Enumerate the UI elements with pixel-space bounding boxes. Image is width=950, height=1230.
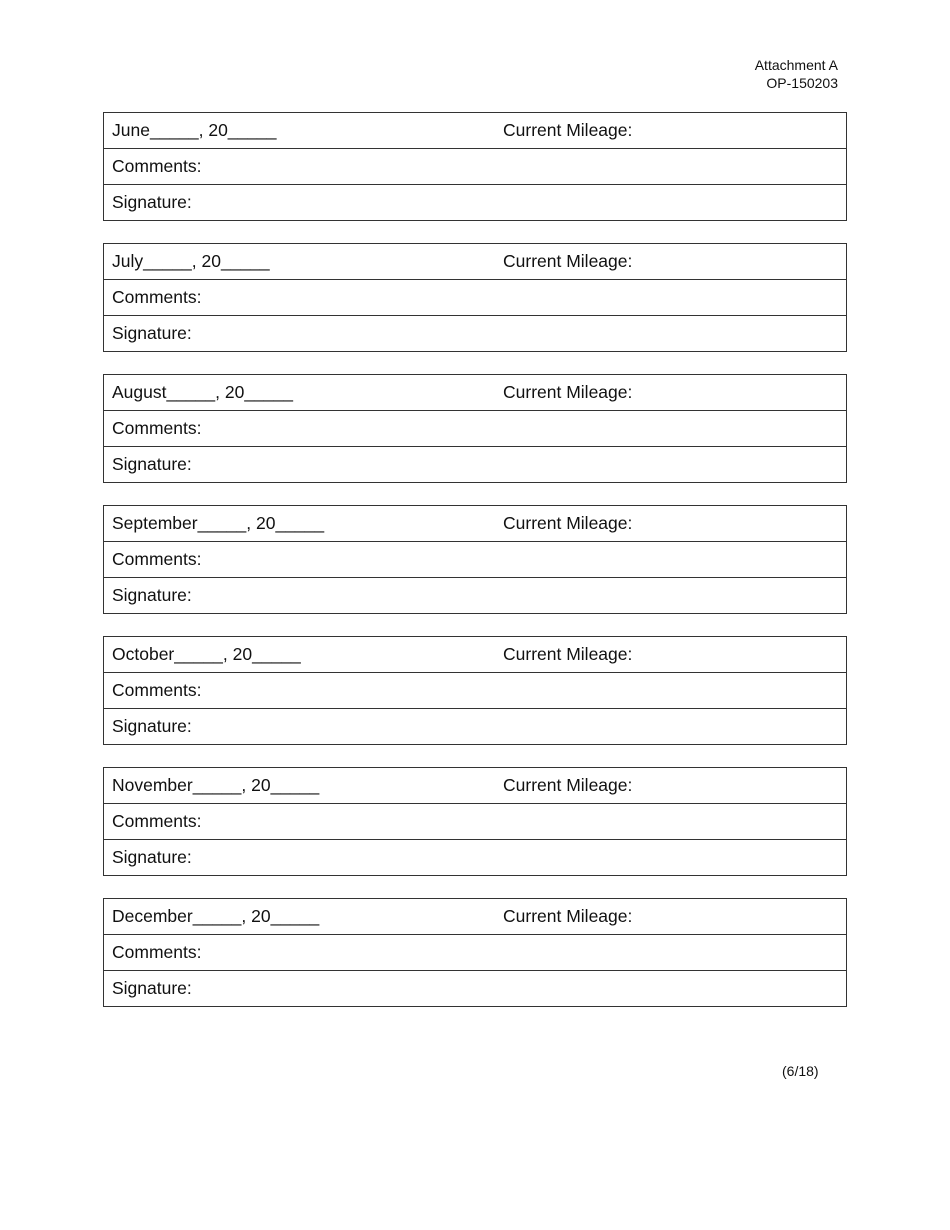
op-number: OP-150203 <box>766 75 838 91</box>
date-blanks: _____, 20_____ <box>192 906 320 926</box>
month-name: August <box>112 382 167 402</box>
signature-row[interactable] <box>104 184 846 220</box>
date-blanks: _____, 20_____ <box>166 382 294 402</box>
month-name: September <box>112 513 198 533</box>
signature-label: Signature: <box>112 585 192 605</box>
current-mileage-label[interactable]: Current Mileage: <box>503 644 633 664</box>
comments-label: Comments: <box>112 680 202 700</box>
signature-row[interactable] <box>104 577 846 613</box>
month-block-july <box>103 243 847 352</box>
date-field[interactable] <box>112 775 503 796</box>
date-blanks: _____, 20_____ <box>197 513 325 533</box>
month-name: June <box>112 120 150 140</box>
date-row <box>104 244 846 279</box>
date-field[interactable] <box>112 906 503 927</box>
current-mileage-label[interactable]: Current Mileage: <box>503 120 633 140</box>
current-mileage-label[interactable]: Current Mileage: <box>503 906 633 926</box>
signature-row[interactable] <box>104 839 846 875</box>
month-block-november <box>103 767 847 876</box>
comments-label: Comments: <box>112 942 202 962</box>
comments-label: Comments: <box>112 418 202 438</box>
month-block-august <box>103 374 847 483</box>
comments-label: Comments: <box>112 156 202 176</box>
month-block-june <box>103 112 847 221</box>
date-blanks: _____, 20_____ <box>174 644 301 664</box>
page-number: (6/18) <box>782 1063 819 1079</box>
current-mileage-label[interactable]: Current Mileage: <box>503 251 633 271</box>
month-name: July <box>112 251 144 271</box>
signature-row[interactable] <box>104 446 846 482</box>
month-name: December <box>112 906 193 926</box>
month-name: November <box>112 775 193 795</box>
date-field[interactable] <box>112 644 503 665</box>
signature-label: Signature: <box>112 454 192 474</box>
comments-row[interactable] <box>104 934 846 970</box>
attachment-header <box>755 56 838 92</box>
date-row <box>104 506 846 541</box>
date-field[interactable] <box>112 513 503 534</box>
date-field[interactable] <box>112 120 503 141</box>
date-row <box>104 899 846 934</box>
date-blanks: _____, 20_____ <box>192 775 320 795</box>
date-field[interactable] <box>112 382 503 403</box>
month-name: October <box>112 644 175 664</box>
signature-label: Signature: <box>112 716 192 736</box>
date-row <box>104 637 846 672</box>
date-blanks: _____, 20_____ <box>143 251 270 271</box>
date-row <box>104 113 846 148</box>
signature-label: Signature: <box>112 978 192 998</box>
attachment-label: Attachment A <box>754 57 838 73</box>
comments-row[interactable] <box>104 148 846 184</box>
current-mileage-label[interactable]: Current Mileage: <box>503 513 633 533</box>
comments-row[interactable] <box>104 803 846 839</box>
comments-row[interactable] <box>104 541 846 577</box>
date-row <box>104 375 846 410</box>
signature-row[interactable] <box>104 708 846 744</box>
signature-row[interactable] <box>104 315 846 351</box>
date-field[interactable] <box>112 251 503 272</box>
comments-label: Comments: <box>112 811 202 831</box>
comments-label: Comments: <box>112 549 202 569</box>
comments-label: Comments: <box>112 287 202 307</box>
date-blanks: _____, 20_____ <box>149 120 277 140</box>
current-mileage-label[interactable]: Current Mileage: <box>503 382 633 402</box>
comments-row[interactable] <box>104 279 846 315</box>
current-mileage-label[interactable]: Current Mileage: <box>503 775 633 795</box>
comments-row[interactable] <box>104 410 846 446</box>
monthly-log-forms <box>103 112 847 1029</box>
month-block-december <box>103 898 847 1007</box>
signature-label: Signature: <box>112 323 192 343</box>
signature-label: Signature: <box>112 847 192 867</box>
month-block-october <box>103 636 847 745</box>
comments-row[interactable] <box>104 672 846 708</box>
signature-row[interactable] <box>104 970 846 1006</box>
date-row <box>104 768 846 803</box>
signature-label: Signature: <box>112 192 192 212</box>
month-block-september <box>103 505 847 614</box>
